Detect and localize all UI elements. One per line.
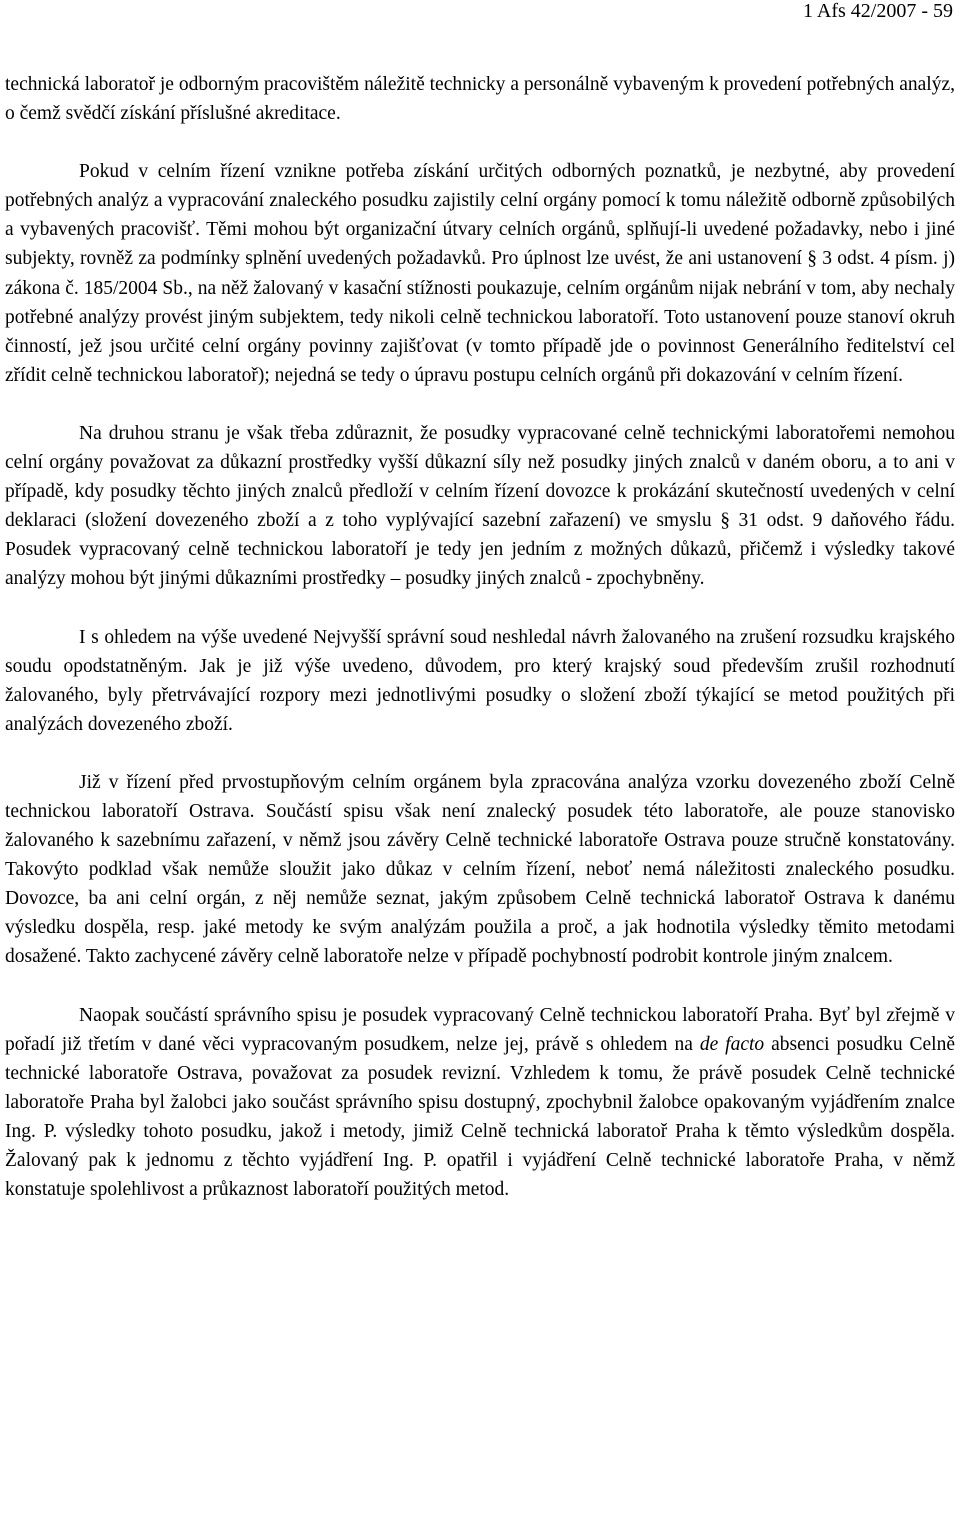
paragraph-text: Již v řízení před prvostupňovým celním orgánem byla zpracována analýza vzorku dovezeného zboží Celně technickou laboratoří Ostrava. Součástí spisu však není znalecký posudek této laboratoře, ale pouze stanovisko žalovaného k sazebnímu zařazení, v němž jsou závěry Celně technické laboratoře Ostrava pouze stručně konstatovány. Takovýto podklad však nemůže sloužit jako důkaz v celním řízení, neboť nemá náležitosti znaleckého posudku. Dovozce, ba ani celní orgán, z něj nemůže seznat, jakým způsobem Celně technická laboratoř Ostrava k danému výsledku dospěla, resp. jaké metody ke svým analýzám použila a proč, a jak hodnotila výsledky těmito metodami dosažené. Takto zachycené závěry celně laboratoře nelze v případě pochybností podrobit kontrole jiným znalcem.: [5, 771, 955, 968]
paragraph-text: absenci posudku Celně technické laboratoře Ostrava, považovat za posudek revizní. Vzhledem k tomu, že právě posudek Celně technické laboratoře Praha byl žalobci jako součást správního spisu dostupný, zpochybnil žalobce opakovaným vyjádřením znalce Ing. P. výsledky tohoto posudku, jakož i metody, jimiž Celně technická laboratoř Praha k těmto výsledkům dospěla. Žalovaný pak k jednomu z těchto vyjádření Ing. P. opatřil i vyjádření Celně technické laboratoře Praha, v němž konstatuje spolehlivost a průkaznost laboratoří použitých metod.: [5, 1033, 955, 1201]
page-reference: 1 Afs 42/2007 - 59: [803, 0, 953, 22]
paragraph-text: I s ohledem na výše uvedené Nejvyšší správní soud neshledal návrh žalovaného na zrušení rozsudku krajského soudu opodstatněným. Jak je již výše uvedeno, důvodem, pro který krajský soud především zrušil rozhodnutí žalovaného, byly přetrvávající rozpory mezi jednotlivými posudky o složení zboží týkající se metod použitých při analýzách dovezeného zboží.: [5, 626, 955, 735]
paragraph-p1: [5, 70, 955, 128]
paragraph-p3: [5, 419, 955, 594]
paragraph-p5: [5, 768, 955, 972]
paragraph-p2: [5, 157, 955, 390]
italic-phrase: de facto: [699, 1033, 765, 1055]
paragraph-text: Pokud v celním řízení vznikne potřeba získání určitých odborných poznatků, je nezbytné, aby provedení potřebných analýz a vypracování znaleckého posudku zajistily celní orgány pomocí k tomu náležitě odborně způsobilých a vybavených pracovišť. Těmi mohou být organizační útvary celních orgánů, splňují-li uvedené požadavky, nebo i jiné subjekty, rovněž za podmínky splnění uvedených požadavků. Pro úplnost lze uvést, že ani ustanovení § 3 odst. 4 písm. j) zákona č. 185/2004 Sb., na něž žalovaný v kasační stížnosti poukazuje, celním orgánům nijak nebrání v tom, aby nechaly potřebné analýzy provést jiným subjektem, tedy nikoli celně technickou laboratoří. Toto ustanovení pouze stanoví okruh činností, jež jsou určité celní orgány povinny zajišťovat (v tomto případě jde o povinnost Generálního ředitelství cel zřídit celně technickou laboratoř); nejedná se tedy o úpravu postupu celních orgánů při dokazování v celním řízení.: [5, 161, 955, 386]
paragraph-p4: [5, 623, 955, 739]
paragraph-p6: [5, 1001, 955, 1205]
paragraph-text: technická laboratoř je odborným pracovištěm náležitě technicky a personálně vybaveným k provedení potřebných analýz, o čemž svědčí získání příslušné akreditace.: [5, 74, 955, 125]
document-body: [5, 70, 955, 1204]
paragraph-text: Na druhou stranu je však třeba zdůraznit, že posudky vypracované celně technickými laboratořemi nemohou celní orgány považovat za důkazní prostředky vyšší důkazní síly než posudky jiných znalců v daném oboru, a to ani v případě, kdy posudky těchto jiných znalců předloží v celním řízení dovozce k prokázání skutečností uvedených v celní deklaraci (složení dovezeného zboží a z toho vyplývající sazební zařazení) ve smyslu § 31 odst. 9 daňového řádu. Posudek vypracovaný celně technickou laboratoří je tedy jen jedním z možných důkazů, přičemž i výsledky takové analýzy mohou být jinými důkazními prostředky – posudky jiných znalců - zpochybněny.: [5, 422, 955, 590]
paragraph-text: Naopak součástí správního spisu je posudek vypracovaný Celně technickou laboratoří Praha. Byť byl zřejmě v pořadí již třetím v dané věci vypracovaným posudkem, nelze jej, právě s ohledem na: [5, 1004, 955, 1055]
